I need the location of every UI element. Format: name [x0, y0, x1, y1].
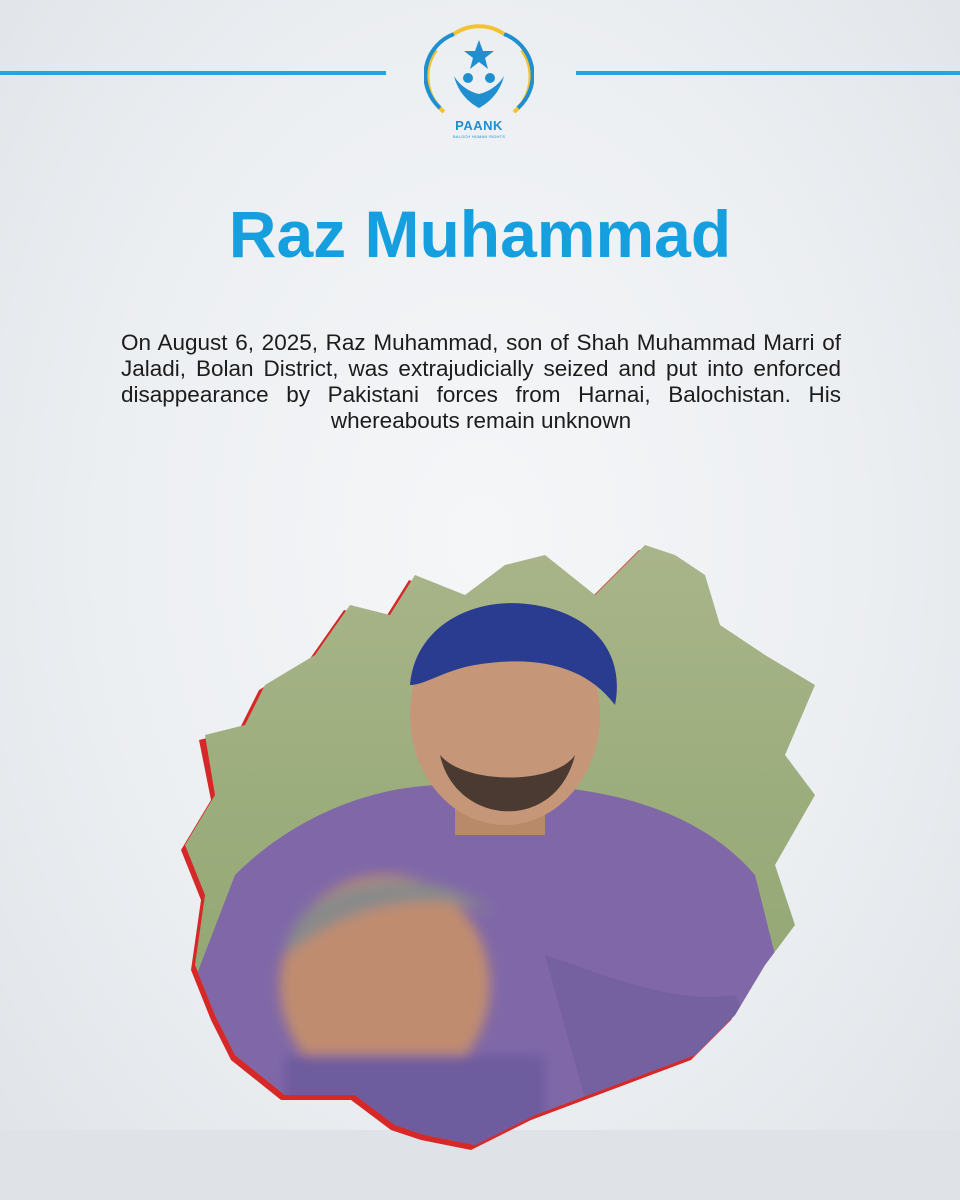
paank-emblem-icon [424, 20, 534, 132]
logo-text: PAANK [455, 118, 503, 133]
logo-subtext: BALOCH HUMAN RIGHTS [452, 134, 506, 139]
person-name-title: Raz Muhammad [228, 197, 732, 271]
case-description: On August 6, 2025, Raz Muhammad, son of Shah Muhammad Marri of Jaladi, Bolan District, was extrajudicially seized and put into enforced disappearance by Pakistani forces from Harnai, Balochistan. His whereabouts remain unknown [121, 330, 841, 433]
header-rule-right [576, 71, 960, 75]
header-rule-left [0, 71, 386, 75]
portrait-photo [175, 535, 825, 1165]
